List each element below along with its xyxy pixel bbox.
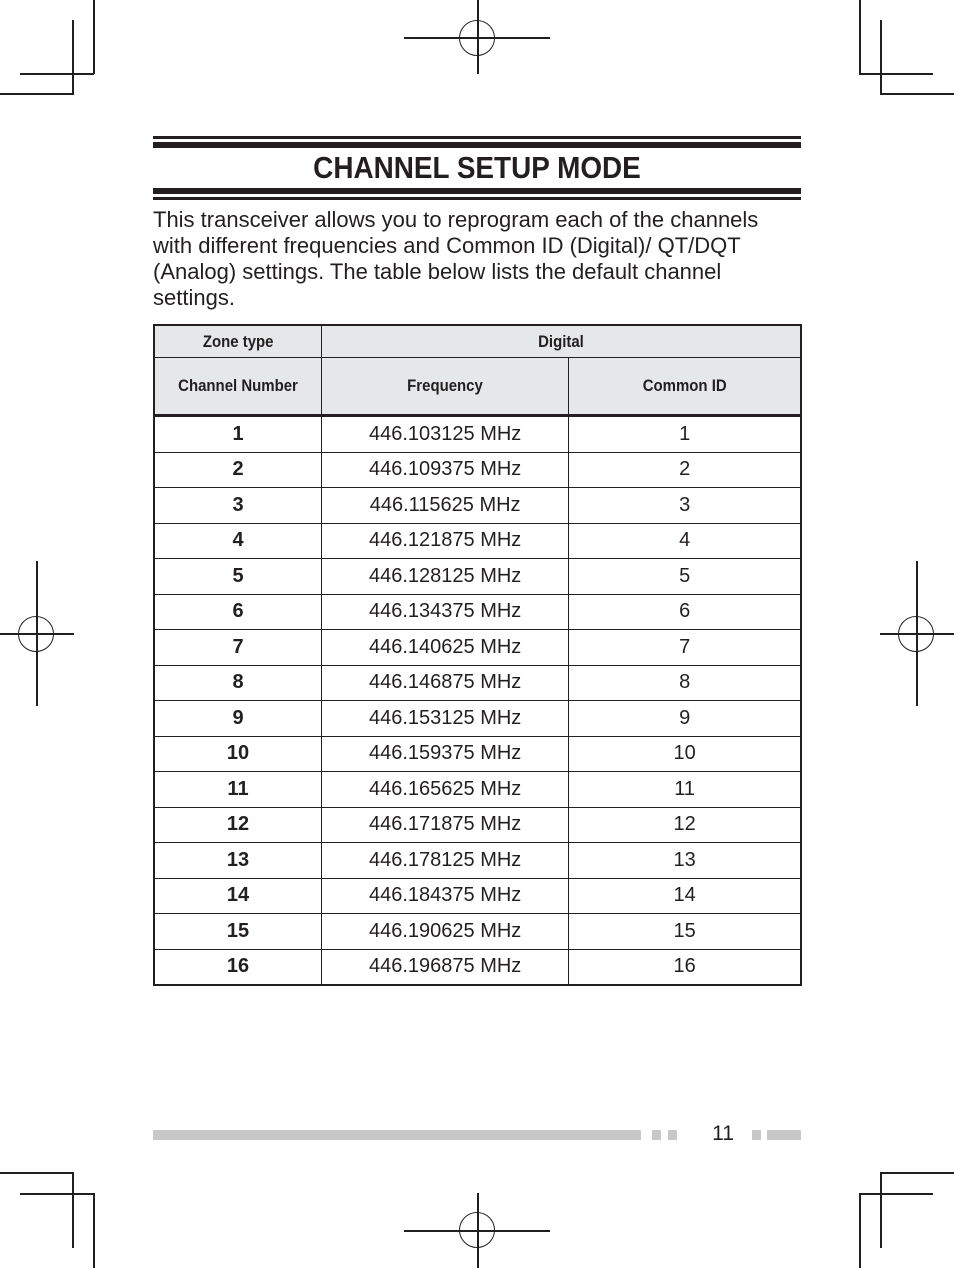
- crop-mark: [880, 93, 954, 95]
- common-id-cell: 11: [569, 772, 801, 808]
- frequency-cell: 446.196875 MHz: [322, 949, 569, 985]
- common-id-cell: 2: [569, 452, 801, 488]
- crop-mark: [859, 0, 861, 74]
- crop-mark: [0, 93, 74, 95]
- frequency-cell: 446.103125 MHz: [322, 416, 569, 453]
- common-id-cell: 14: [569, 878, 801, 914]
- frequency-cell: 446.121875 MHz: [322, 523, 569, 559]
- table-row: [154, 488, 801, 524]
- page-number: 11: [712, 1122, 734, 1145]
- frequency-cell: 446.171875 MHz: [322, 807, 569, 843]
- frequency-cell: 446.178125 MHz: [322, 843, 569, 879]
- frequency-cell: 446.134375 MHz: [322, 594, 569, 630]
- table-row: [154, 594, 801, 630]
- column-header-common-id: Common ID: [569, 358, 801, 416]
- crop-mark: [859, 1193, 933, 1195]
- common-id-cell: 10: [569, 736, 801, 772]
- frequency-cell: 446.184375 MHz: [322, 878, 569, 914]
- zone-type-label: Zone type: [154, 325, 322, 358]
- channel-number-cell: 6: [154, 594, 322, 630]
- common-id-cell: 16: [569, 949, 801, 985]
- channel-number-cell: 7: [154, 630, 322, 666]
- crop-mark: [880, 20, 882, 94]
- crop-mark: [72, 1172, 74, 1248]
- table-row: [154, 630, 801, 666]
- page-title: CHANNEL SETUP MODE: [313, 150, 641, 185]
- channel-number-cell: 5: [154, 559, 322, 595]
- frequency-cell: 446.140625 MHz: [322, 630, 569, 666]
- column-header-channel-number: Channel Number: [154, 358, 322, 416]
- table-row: [154, 949, 801, 985]
- channel-number-cell: 8: [154, 665, 322, 701]
- common-id-cell: 8: [569, 665, 801, 701]
- crop-mark: [880, 1172, 882, 1248]
- crop-mark: [20, 1193, 94, 1195]
- table-row: [154, 878, 801, 914]
- channel-number-cell: 1: [154, 416, 322, 453]
- table-row: [154, 843, 801, 879]
- crop-mark: [93, 1193, 95, 1268]
- common-id-cell: 5: [569, 559, 801, 595]
- table-row: [154, 772, 801, 808]
- frequency-cell: 446.190625 MHz: [322, 914, 569, 950]
- zone-type-value: Digital: [322, 325, 802, 358]
- intro-paragraph: This transceiver allows you to reprogram each of the channels with different frequencies and Common ID (Digital)/ QT/DQT (Analog) settings. The table below lists the default channel settings.: [153, 207, 759, 310]
- column-header-row: [154, 358, 801, 416]
- table-row: [154, 665, 801, 701]
- title-block: [153, 136, 801, 200]
- channel-number-cell: 11: [154, 772, 322, 808]
- table-row: [154, 914, 801, 950]
- common-id-cell: 15: [569, 914, 801, 950]
- table-row: [154, 559, 801, 595]
- crop-mark: [880, 1172, 954, 1174]
- crop-mark: [72, 20, 74, 94]
- frequency-cell: 446.159375 MHz: [322, 736, 569, 772]
- channel-number-cell: 2: [154, 452, 322, 488]
- footer-bar: [153, 1130, 641, 1140]
- crop-mark: [859, 1193, 861, 1268]
- table-row: [154, 736, 801, 772]
- footer-square: [652, 1130, 661, 1140]
- common-id-cell: 4: [569, 523, 801, 559]
- table-row: [154, 807, 801, 843]
- table-row: [154, 701, 801, 737]
- zone-type-row: [154, 325, 801, 358]
- common-id-cell: 13: [569, 843, 801, 879]
- channel-number-cell: 13: [154, 843, 322, 879]
- crop-mark: [859, 73, 933, 75]
- channel-number-cell: 14: [154, 878, 322, 914]
- channel-number-cell: 12: [154, 807, 322, 843]
- common-id-cell: 6: [569, 594, 801, 630]
- footer-bar-right: [767, 1130, 801, 1140]
- channel-number-cell: 9: [154, 701, 322, 737]
- footer-square: [752, 1130, 761, 1140]
- frequency-cell: 446.153125 MHz: [322, 701, 569, 737]
- channel-number-cell: 15: [154, 914, 322, 950]
- frequency-cell: 446.115625 MHz: [322, 488, 569, 524]
- title-rule-bottom-thin: [153, 197, 801, 200]
- column-header-frequency: Frequency: [322, 358, 569, 416]
- channel-number-cell: 10: [154, 736, 322, 772]
- crop-mark: [93, 0, 95, 74]
- channel-number-cell: 16: [154, 949, 322, 985]
- crop-mark: [20, 73, 94, 75]
- channel-number-cell: 4: [154, 523, 322, 559]
- common-id-cell: 7: [569, 630, 801, 666]
- frequency-cell: 446.109375 MHz: [322, 452, 569, 488]
- crop-mark: [0, 1172, 74, 1174]
- common-id-cell: 9: [569, 701, 801, 737]
- common-id-cell: 12: [569, 807, 801, 843]
- common-id-cell: 3: [569, 488, 801, 524]
- channel-table: [153, 324, 802, 986]
- channel-number-cell: 3: [154, 488, 322, 524]
- frequency-cell: 446.146875 MHz: [322, 665, 569, 701]
- footer-square: [668, 1130, 677, 1140]
- table-row: [154, 452, 801, 488]
- frequency-cell: 446.128125 MHz: [322, 559, 569, 595]
- frequency-cell: 446.165625 MHz: [322, 772, 569, 808]
- table-row: [154, 523, 801, 559]
- common-id-cell: 1: [569, 416, 801, 453]
- table-row: [154, 416, 801, 453]
